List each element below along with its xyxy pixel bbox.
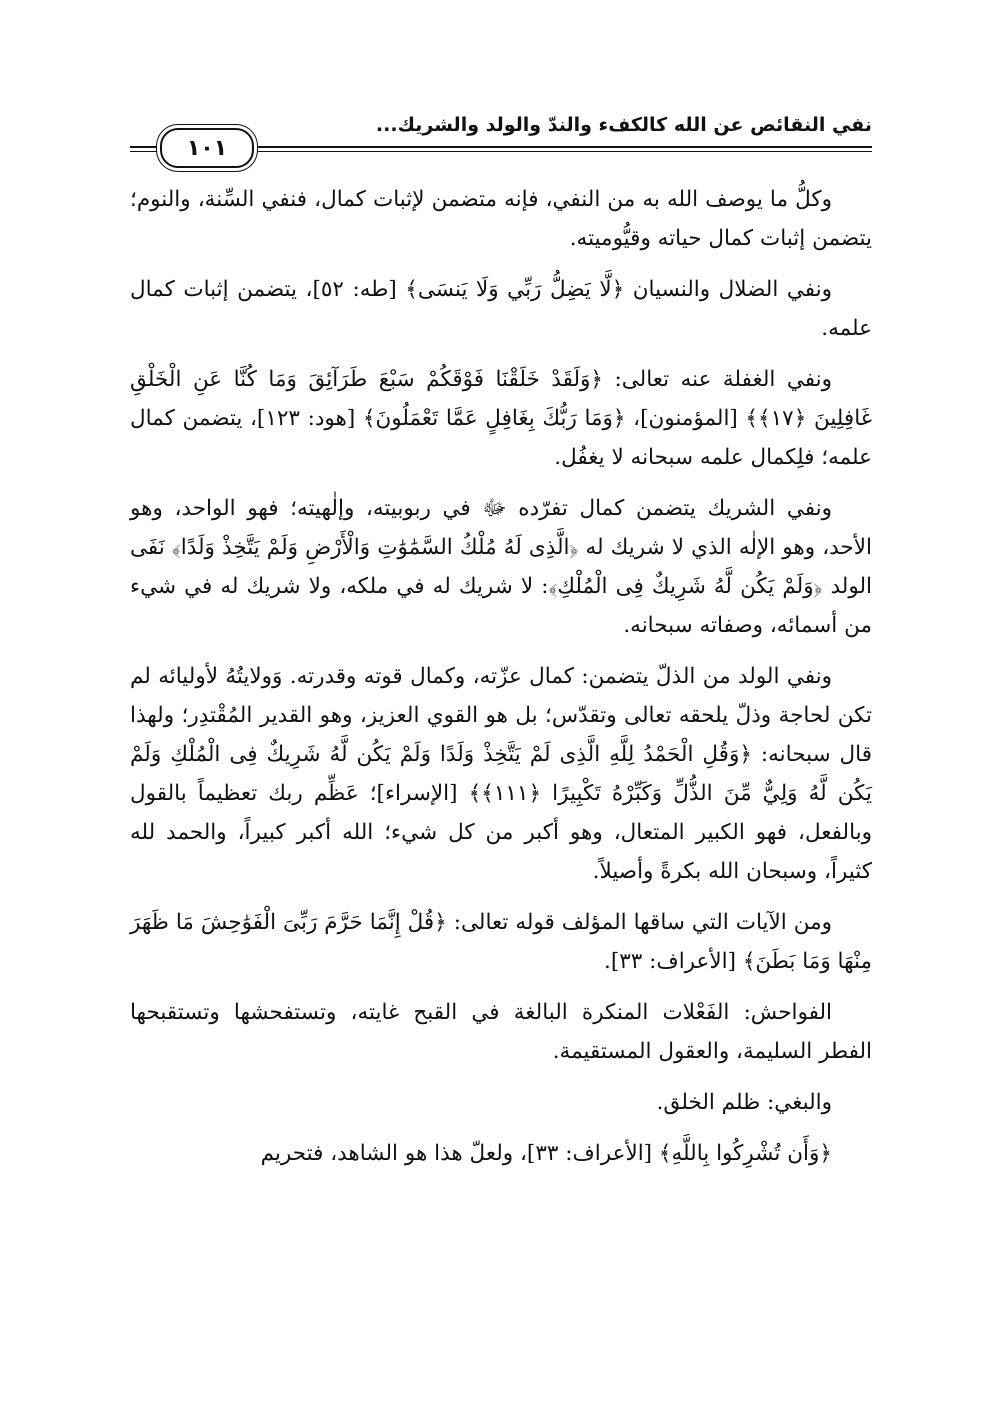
paragraph-protector-humility: ونفي الولد من الذلّ يتضمن: كمال عزّته، وكمال قوته وقدرته. وَولايتُهُ لأوليائه لم تكن لحاجة وذلّ يلحقه تعالى وتقدّس؛ بل هو القوي العزيز، وهو القدير المُقْتدِر؛ ولهذا قال سبحانه: ﴿وَقُلِ الْحَمْدُ لِلَّهِ الَّذِى لَمْ يَتَّخِذْ وَلَدًا وَلَمْ يَكُن لَّهُ شَرِيكٌ فِى الْمُلْكِ وَلَمْ يَكُن لَّهُ وَلِيٌّ مِّنَ الذُّلِّ وَكَبِّرْهُ تَكْبِيرًا ﴿١١١﴾﴾ [الإسراء]؛ عَظِّم ربك تعظيماً بالقول وبالفعل، فهو الكبير المتعال، وهو أكبر من كل شيء؛ الله أكبر كبيراً، والحمد لله كثيراً، وسبحان الله بكرةً وأصيلاً.	[130, 664, 872, 884]
book-page	[130, 112, 872, 1377]
page-number-frame	[160, 128, 254, 168]
header-rule-left	[130, 146, 160, 152]
page-number: ١٠١	[186, 135, 228, 161]
page-body	[130, 180, 872, 1173]
paragraph-partner: ونفي الشريك يتضمن كمال تفرّده ﷻ في ربوبيته، وإلٰهيته؛ فهو الواحد، وهو الأحد، وهو الإلٰه الذي لا شريك له ﴿الَّذِى لَهُ مُلْكُ السَّمَٰوَٰتِ وَالْأَرْضِ وَلَمْ يَتَّخِذْ وَلَدًا﴾ نَفَى الولد ﴿وَلَمْ يَكُن لَّهُ شَرِيكٌ فِى الْمُلْكِ﴾: لا شريك له في ملكه، ولا شريك له في شيء من أسمائه، وصفاته سبحانه.	[130, 496, 872, 638]
paragraph-negation-perfection: وكلُّ ما يوصف الله به من النفي، فإنه متضمن لإثبات كمال، فنفي السِّنة، والنوم؛ يتضمن إثبات كمال حياته وقيُّوميته.	[130, 187, 872, 251]
page-header	[130, 112, 872, 162]
paragraph-heedlessness: ونفي الغفلة عنه تعالى: ﴿وَلَقَدْ خَلَقْنَا فَوْقَكُمْ سَبْعَ طَرَآئِقَ وَمَا كُنَّا عَنِ الْخَلْقِ غَافِلِينَ ﴿١٧﴾﴾ [المؤمنون]، ﴿وَمَا رَبُّكَ بِغَافِلٍ عَمَّا تَعْمَلُونَ﴾ [هود: ١٢٣]، يتضمن كمال علمه؛ فلِكمال علمه سبحانه لا يغفُل.	[130, 367, 872, 470]
paragraph-verses-author: ومن الآيات التي ساقها المؤلف قوله تعالى: ﴿قُلْ إِنَّمَا حَرَّمَ رَبِّىَ الْفَوَٰحِشَ مَا ظَهَرَ مِنْهَا وَمَا بَطَنَ﴾ [الأعراف: ٣٣].	[130, 910, 872, 974]
paragraph-misguidance-forgetfulness: ونفي الضلال والنسيان ﴿لَّا يَضِلُّ رَبِّي وَلَا يَنسَى﴾ [طه: ٥٢]، يتضمن إثبات كمال علمه.	[130, 277, 872, 341]
header-rule	[250, 146, 872, 152]
paragraph-shirk-continued: ﴿وَأَن تُشْرِكُوا بِاللَّهِ﴾ [الأعراف: ٣٣]، ولعلّ هذا هو الشاهد، فتحريم	[260, 1141, 832, 1166]
running-title: نفي النقائص عن الله كالكفء والندّ والولد والشريك...	[375, 114, 872, 136]
paragraph-oppression: والبغي: ظلم الخلق.	[656, 1090, 832, 1115]
paragraph-immoralities: الفواحش: الفَعْلات المنكرة البالغة في القبح غايته، وتستفحشها وتستقبحها الفطر السليمة، والعقول المستقيمة.	[130, 1000, 872, 1064]
